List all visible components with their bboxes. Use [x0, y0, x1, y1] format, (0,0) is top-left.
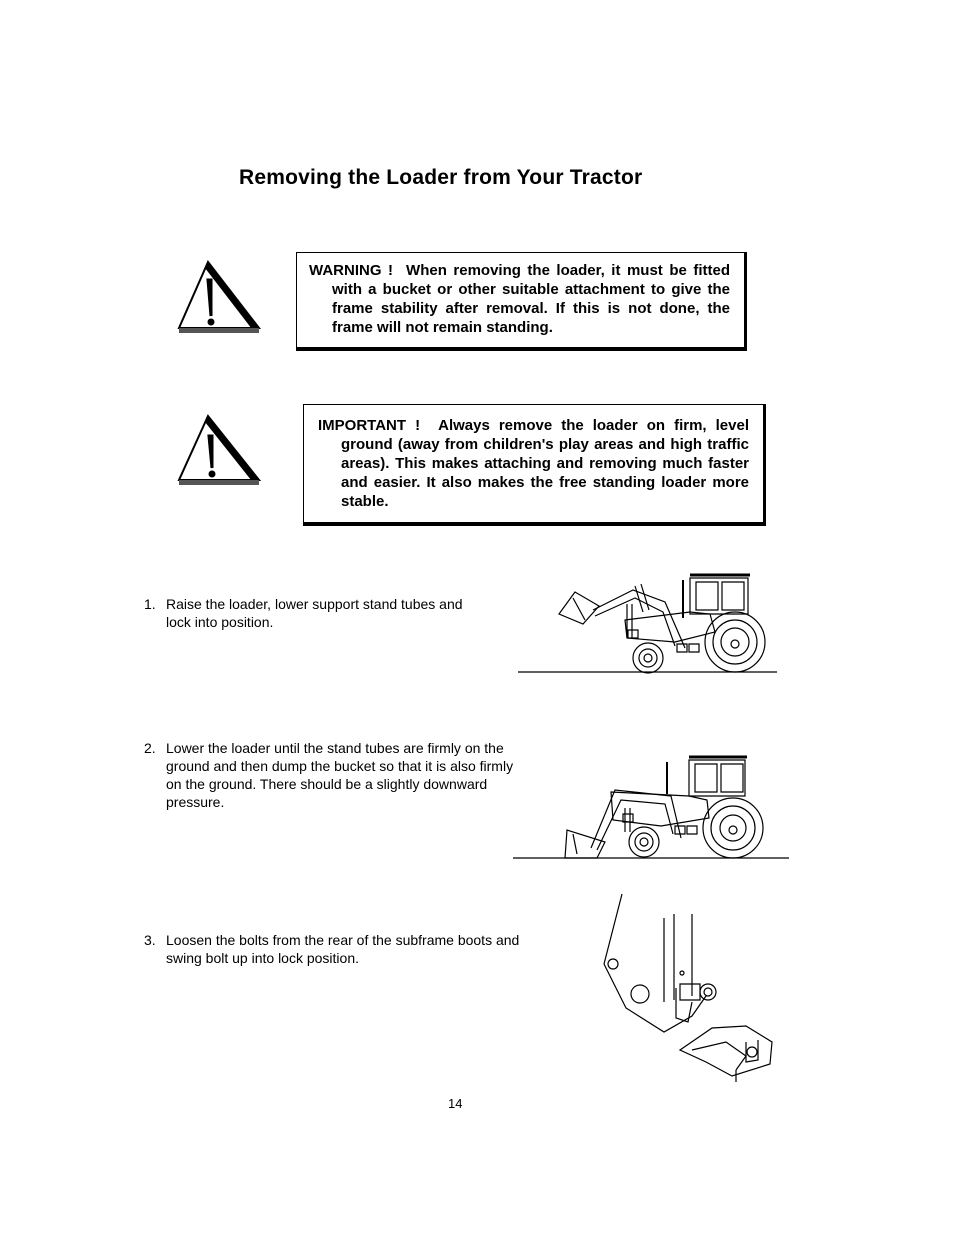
tractor-raised-loader-illustration	[515, 572, 780, 676]
warning-box	[296, 252, 747, 351]
step-1	[144, 595, 524, 635]
step-line: lock into position.	[166, 614, 274, 630]
important-triangle-icon	[175, 412, 261, 490]
step-line: pressure.	[166, 794, 225, 810]
step-number: 2.	[144, 740, 156, 756]
subframe-boot-bolt-illustration	[596, 892, 776, 1084]
tractor-lowered-loader-illustration	[511, 754, 791, 860]
step-line: ground and then dump the bucket so that it is also firmly	[166, 758, 514, 774]
important-text: Always remove the loader on firm, level ground (away from children's play areas and high traffic areas). This makes attaching and removing much faster and easier. It also makes the free standing loader more stable.	[341, 417, 749, 510]
step-line: Loosen the bolts from the rear of the subframe boots and	[166, 932, 520, 948]
step-line: on the ground. There should be a slightly downward	[166, 776, 488, 792]
page-title: Removing the Loader from Your Tractor	[239, 166, 643, 189]
step-number: 1.	[144, 596, 156, 612]
important-label: IMPORTANT !	[318, 417, 421, 434]
step-number: 3.	[144, 932, 156, 948]
step-2	[144, 739, 574, 813]
warning-triangle-icon	[175, 258, 261, 336]
warning-text: When removing the loader, it must be fitted with a bucket or other suitable attachment to give the frame stability after removal. If this is not done, the frame will not remain standing.	[332, 262, 730, 336]
step-line: Lower the loader until the stand tubes are firmly on the	[166, 740, 504, 756]
step-line: swing bolt up into lock position.	[166, 950, 359, 966]
warning-label: WARNING !	[309, 262, 394, 279]
step-3	[144, 931, 574, 971]
important-box	[303, 404, 766, 526]
page-number: 14	[448, 1096, 463, 1111]
step-line: Raise the loader, lower support stand tubes and	[166, 596, 463, 612]
